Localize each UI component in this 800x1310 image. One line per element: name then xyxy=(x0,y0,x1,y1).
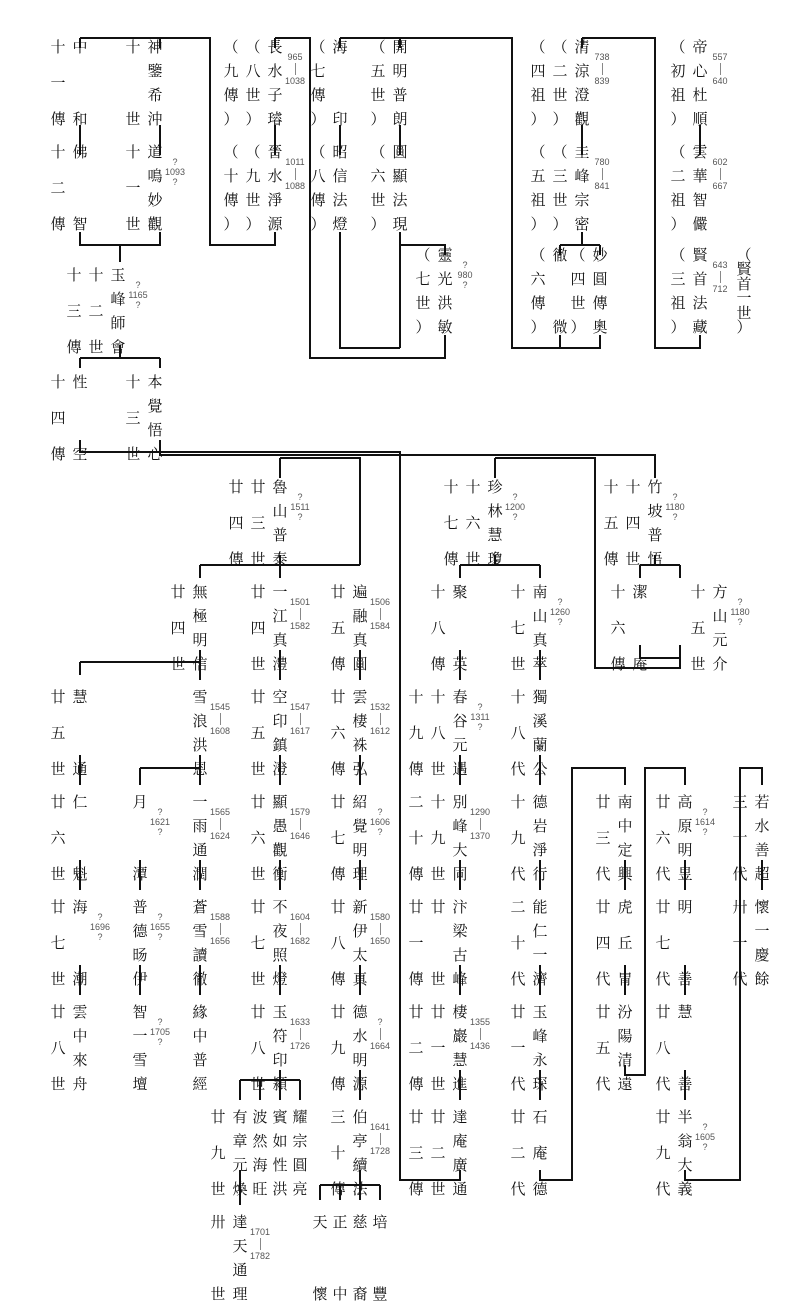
life-dates: 1579 1646 xyxy=(289,807,311,841)
life-dates: ? 1606 ? xyxy=(369,807,391,837)
life-dates: ? 1180 ? xyxy=(665,492,685,522)
life-dates: 1633 1726 xyxy=(289,1017,311,1051)
life-dates: 1355 1436 xyxy=(469,1017,491,1051)
life-dates: ? 1260 ? xyxy=(549,597,571,627)
life-dates: 1565 1624 xyxy=(209,807,231,841)
life-dates: 1532 1612 xyxy=(369,702,391,736)
life-dates: 1290 1370 xyxy=(469,807,491,841)
life-dates: 1501 1582 xyxy=(289,597,311,631)
life-dates: ? 1696 ? xyxy=(89,912,111,942)
life-dates: ? 1200 ? xyxy=(504,492,526,522)
life-dates: 1701 1782 xyxy=(249,1227,271,1261)
life-dates: 780 841 xyxy=(594,157,610,191)
life-dates: ? 1621 ? xyxy=(149,807,171,837)
life-dates: ? 1165 ? xyxy=(128,280,148,310)
life-dates: 1588 1656 xyxy=(209,912,231,946)
life-dates: 557 640 xyxy=(712,52,728,86)
life-dates: 1641 1728 xyxy=(369,1122,391,1156)
life-dates: 1580 1650 xyxy=(369,912,391,946)
life-dates: 965 1038 xyxy=(284,52,306,86)
life-dates: ? 1614 ? xyxy=(694,807,716,837)
life-dates: ? 1655 ? xyxy=(149,912,171,942)
life-dates: ? 1511 ? xyxy=(290,492,310,522)
life-dates: ? 1093 ? xyxy=(164,157,186,187)
life-dates: 643 712 xyxy=(712,260,728,294)
life-dates: 1506 1584 xyxy=(369,597,391,631)
life-dates: ? 1705 ? xyxy=(149,1017,171,1047)
life-dates: 1547 1617 xyxy=(289,702,311,736)
life-dates: ? 1311 ? xyxy=(470,702,490,732)
life-dates: 1011 1088 xyxy=(284,157,306,191)
life-dates: ? 1664 xyxy=(369,1017,391,1051)
life-dates: 1604 1682 xyxy=(289,912,311,946)
life-dates: ? 1605 ? xyxy=(694,1122,716,1152)
life-dates: ? 980 ? xyxy=(457,260,473,290)
life-dates: 602 667 xyxy=(712,157,728,191)
life-dates: 1545 1608 xyxy=(209,702,231,736)
life-dates: 738 839 xyxy=(594,52,610,86)
life-dates: ? 1180 ? xyxy=(730,597,750,627)
